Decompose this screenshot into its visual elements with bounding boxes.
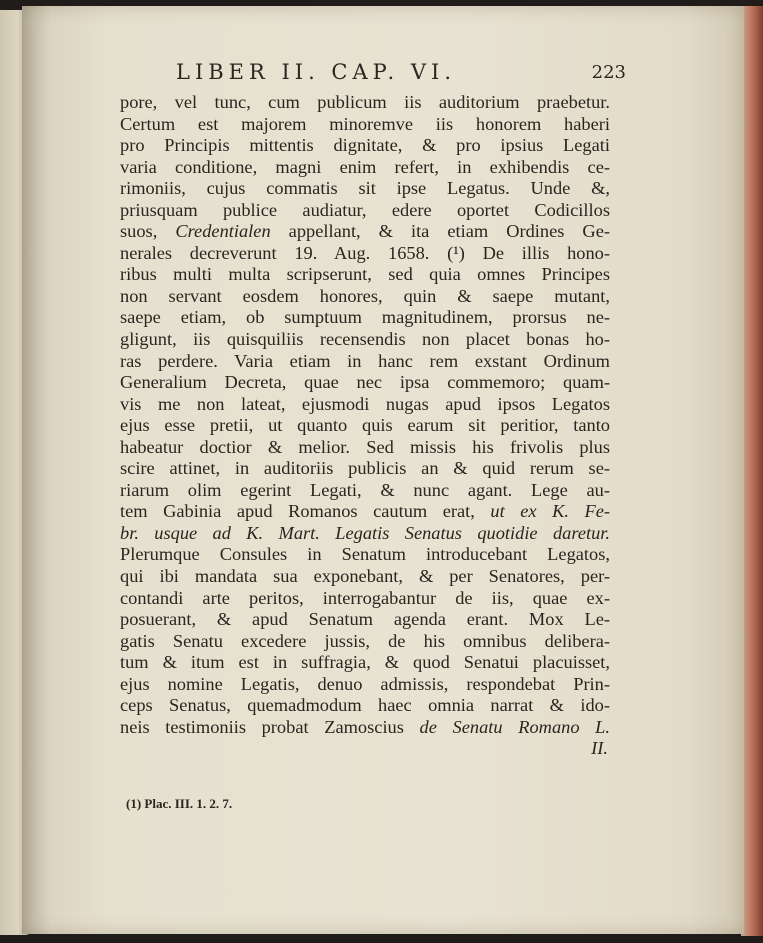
text-segment: neis testimoniis probat Zamoscius <box>120 716 420 737</box>
text-line <box>120 738 610 760</box>
text-segment: priusquam publice audiatur, edere oportet Codicillos <box>120 199 610 220</box>
text-line <box>120 243 610 265</box>
text-segment: nerales decreverunt 19. Aug. 1658. (¹) De illis hono- <box>120 242 610 263</box>
text-segment: riarum olim egerint Legati, & nunc agant. Lege au- <box>120 479 610 500</box>
text-line <box>120 566 610 588</box>
body-text <box>120 92 610 760</box>
text-segment: ceps Senatus, quemadmodum haec omnia narrat & ido- <box>120 695 610 716</box>
text-line <box>120 221 610 243</box>
text-line <box>120 717 610 739</box>
text-segment: ras perdere. Varia etiam in hanc rem exstant Ordinum <box>120 350 610 371</box>
text-segment: ribus multi multa scripserunt, sed quia omnes Principes <box>120 264 610 285</box>
text-segment: Plerumque Consules in Senatum introducebant Legatos, <box>120 544 610 565</box>
text-line <box>120 695 610 717</box>
text-line <box>120 588 610 610</box>
text-segment: appellant, & ita etiam Ordines Ge- <box>270 221 610 242</box>
text-segment: gatis Senatu excedere jussis, de his omnibus delibera- <box>120 630 610 651</box>
text-segment: saepe etiam, ob sumptuum magnitudinem, prorsus ne- <box>120 307 610 328</box>
text-segment: habeatur doctior & melior. Sed missis his frivolis plus <box>120 436 610 457</box>
text-line <box>120 351 610 373</box>
text-line <box>120 286 610 308</box>
text-line <box>120 501 610 523</box>
text-line <box>120 200 610 222</box>
text-line <box>120 480 610 502</box>
footnote: (1) Plac. III. 1. 2. 7. <box>126 796 233 811</box>
text-segment: Certum est majorem minoremve iis honorem haberi <box>120 113 610 134</box>
text-line <box>120 674 610 696</box>
text-segment: scire attinet, in auditoriis publicis an & quid rerum se- <box>120 458 610 479</box>
text-segment: ejus esse pretii, ut quanto quis earum sit peritior, tanto <box>120 415 610 436</box>
text-line <box>120 609 610 631</box>
text-line <box>120 114 610 136</box>
text-segment: posuerant, & apud Senatum agenda erant. Mox Le- <box>120 609 610 630</box>
text-segment: qui ibi mandata sua exponebant, & per Senatores, per- <box>120 566 610 587</box>
text-line <box>120 329 610 351</box>
text-segment: pro Principis mittentis dignitate, & pro ipsius Legati <box>120 135 610 156</box>
italic-text: de Senatu Romano L. <box>419 716 610 737</box>
text-segment: tem Gabinia apud Romanos cautum erat, <box>120 501 491 522</box>
text-line <box>120 458 610 480</box>
text-line <box>120 394 610 416</box>
text-segment: tum & itum est in suffragia, & quod Senatui placuisset, <box>120 652 610 673</box>
text-line <box>120 372 610 394</box>
page-header <box>176 60 626 90</box>
text-line <box>120 437 610 459</box>
text-segment: ejus nomine Legatis, denuo admissis, respondebat Prin- <box>120 673 610 694</box>
text-segment: rimoniis, cujus commatis sit ipse Legatus. Unde &, <box>120 178 610 199</box>
book-page <box>22 6 744 934</box>
text-line <box>120 157 610 179</box>
text-line <box>120 135 610 157</box>
text-line <box>120 178 610 200</box>
text-segment: Generalium Decreta, quae nec ipsa commemoro; quam- <box>120 372 610 393</box>
text-segment: suos, <box>120 221 176 242</box>
text-line <box>120 631 610 653</box>
text-line <box>120 652 610 674</box>
text-line <box>120 264 610 286</box>
italic-text: II. <box>591 738 608 759</box>
text-segment: varia conditione, magni enim refert, in exhibendis ce- <box>120 156 610 177</box>
text-segment: vis me non lateat, ejusmodi nugas apud ipsos Legatos <box>120 393 610 414</box>
text-segment: gligunt, iis quisquiliis recensendis non placet bonas ho- <box>120 329 610 350</box>
text-segment: pore, vel tunc, cum publicum iis auditorium praebetur. <box>120 92 610 112</box>
text-segment: contandi arte peritos, interrogabantur de iis, quae ex- <box>120 587 610 608</box>
book-cover-edge <box>741 6 763 936</box>
italic-text: Credentialen <box>175 221 271 242</box>
text-line <box>120 92 610 114</box>
text-line <box>120 523 610 545</box>
running-title: LIBER II. CAP. VI. <box>176 60 457 84</box>
text-segment: non servant eosdem honores, quin & saepe mutant, <box>120 285 610 306</box>
text-line <box>120 544 610 566</box>
italic-text: br. usque ad K. Mart. Legatis Senatus quotidie daretur. <box>120 522 610 543</box>
page-number: 223 <box>591 62 626 83</box>
text-line <box>120 415 610 437</box>
text-line <box>120 307 610 329</box>
italic-text: ut ex K. Fe- <box>490 501 610 522</box>
